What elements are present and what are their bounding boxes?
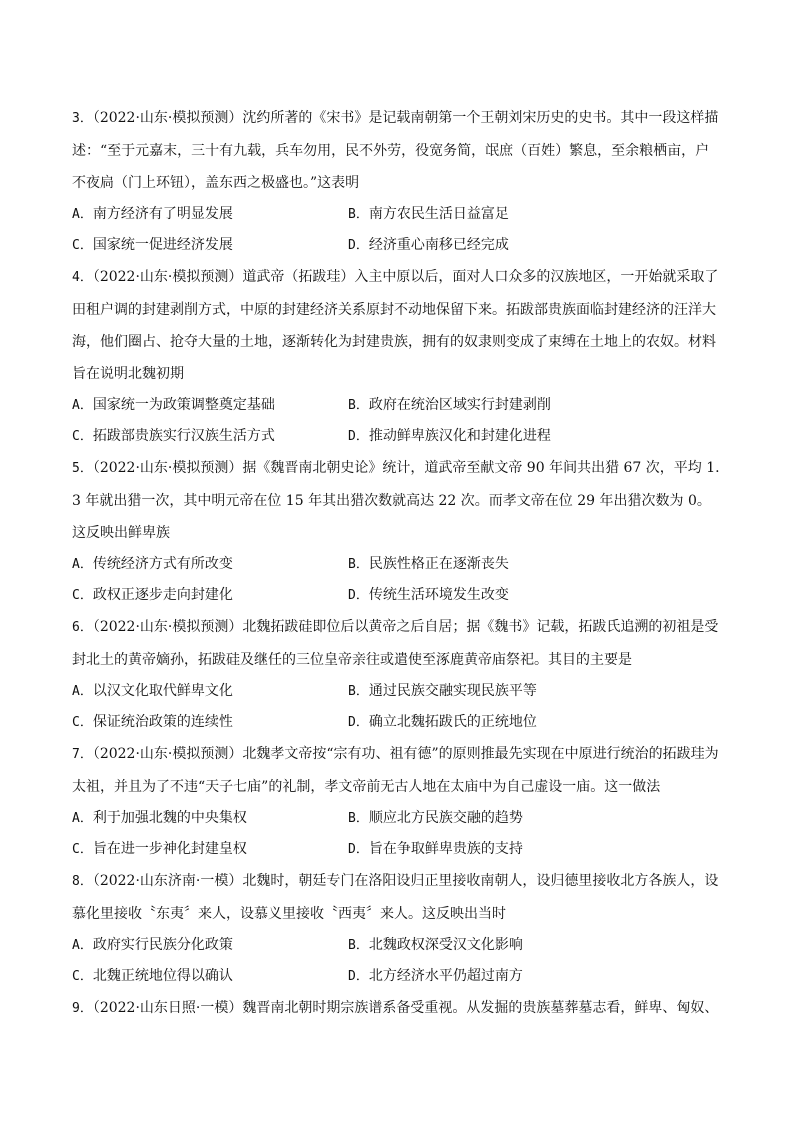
option-letter: B．: [348, 811, 369, 826]
answer-option[interactable]: [72, 834, 348, 865]
option-letter: D．: [348, 238, 369, 253]
question-block: [72, 611, 722, 738]
answer-option[interactable]: [348, 961, 722, 992]
option-text: 顺应北方民族交融的趋势: [368, 810, 523, 826]
option-letter: B．: [348, 684, 369, 699]
question-number: 4．: [72, 270, 93, 285]
answer-option[interactable]: [348, 707, 722, 738]
answer-option[interactable]: [72, 390, 348, 421]
answer-option[interactable]: [72, 549, 348, 580]
option-text: 以汉文化取代鲜卑文化: [92, 683, 233, 699]
question-stem-text: 北魏孝文帝按“宗有功、祖有德”的原则推最先实现在中原进行统治的拓跋珪为太祖，并且为了不违“天子七庙”的礼制，孝文帝前无古人地在太庙中为自己虚设一庙。这一做法: [72, 746, 719, 795]
question-source: （2022·山东·模拟预测）: [92, 619, 243, 635]
option-text: 通过民族交融实现民族平等: [368, 683, 537, 699]
question-number: 6．: [72, 620, 93, 635]
option-text: 利于加强北魏的中央集权: [92, 810, 247, 826]
answer-option[interactable]: [348, 421, 722, 452]
answer-option[interactable]: [348, 199, 722, 230]
option-text: 旨在进一步神化封建皇权: [92, 841, 247, 857]
option-letter: C．: [72, 842, 93, 857]
option-letter: A．: [72, 398, 93, 413]
option-text: 北方经济水平仍超过南方: [368, 968, 523, 984]
question-stem-text: 沈约所著的《宋书》是记载南朝第一个王朝刘宋历史的史书。其中一段这样描述：“至于元嘉末，三十有九载，兵车勿用，民不外劳，役宽务简，氓庶（百姓）繁息，至余粮栖亩，户不夜扃（门上环钮），盖东西之极盛也。”这表明: [72, 110, 719, 191]
option-letter: D．: [348, 969, 369, 984]
option-letter: C．: [72, 969, 93, 984]
answer-option[interactable]: [348, 834, 722, 865]
answer-options: [72, 549, 722, 611]
answer-option[interactable]: [72, 230, 348, 261]
option-letter: B．: [348, 207, 369, 222]
question-block: [72, 102, 722, 261]
option-text: 旨在争取鲜卑贵族的支持: [368, 841, 523, 857]
question-number: 5．: [72, 461, 93, 476]
question-source: （2022·山东·模拟预测）: [92, 269, 243, 285]
answer-option[interactable]: [72, 676, 348, 707]
question-stem-text: 北魏时，朝廷专门在洛阳设归正里接收南朝人，设归德里接收北方各族人，设慕化里接收〝东夷〞来人，设慕义里接收〝西夷〞来人。这反映出当时: [72, 873, 719, 922]
option-letter: A．: [72, 811, 93, 826]
option-text: 北魏正统地位得以确认: [92, 968, 233, 984]
question-stem: [72, 102, 722, 199]
question-stem-text: 据《魏晋南北朝史论》统计，道武帝至献文帝 90 年间共出猎 67 次，平均 1.3 年就出猎一次，其中明元帝在位 15 年其出猎次数就高达 22 次。而孝文帝在位 29 年出猎次数为 0。这反映出鲜卑族: [72, 460, 720, 541]
question-number: 3．: [72, 111, 93, 126]
question-stem: [72, 865, 722, 930]
option-text: 北魏政权深受汉文化影响: [368, 937, 523, 953]
option-text: 国家统一促进经济发展: [92, 237, 233, 253]
question-block: [72, 738, 722, 865]
option-letter: D．: [348, 429, 369, 444]
answer-options: [72, 390, 722, 452]
option-text: 拓跋部贵族实行汉族生活方式: [92, 428, 275, 444]
option-text: 推动鲜卑族汉化和封建化进程: [368, 428, 551, 444]
answer-option[interactable]: [348, 549, 722, 580]
answer-option[interactable]: [72, 803, 348, 834]
option-letter: D．: [348, 715, 369, 730]
question-stem: [72, 992, 722, 1025]
question-list: [72, 102, 722, 1025]
option-text: 经济重心南移已经完成: [368, 237, 509, 253]
question-stem: [72, 738, 722, 803]
answer-options: [72, 676, 722, 738]
option-letter: C．: [72, 238, 93, 253]
option-letter: A．: [72, 557, 93, 572]
answer-option[interactable]: [348, 803, 722, 834]
option-letter: C．: [72, 588, 93, 603]
answer-option[interactable]: [348, 676, 722, 707]
answer-option[interactable]: [348, 930, 722, 961]
option-text: 政权正逐步走向封建化: [92, 587, 233, 603]
question-block: [72, 992, 722, 1025]
option-text: 南方经济有了明显发展: [92, 206, 233, 222]
answer-options: [72, 199, 722, 261]
question-stem-text: 北魏拓跋硅即位后以黄帝之后自居；据《魏书》记载，拓跋氏追溯的初祖是受封北土的黄帝嫡孙，拓跋硅及继任的三位皇帝亲往或遣使至涿鹿黄帝庙祭祀。其目的主要是: [72, 619, 719, 668]
question-stem: [72, 611, 722, 676]
question-number: 8．: [72, 874, 93, 889]
question-block: [72, 261, 722, 452]
option-text: 确立北魏拓跋氏的正统地位: [368, 714, 537, 730]
option-letter: A．: [72, 684, 93, 699]
option-text: 保证统治政策的连续性: [92, 714, 233, 730]
option-letter: C．: [72, 715, 93, 730]
option-letter: B．: [348, 938, 369, 953]
question-stem: [72, 452, 722, 549]
question-source: （2022·山东·模拟预测）: [92, 110, 243, 126]
option-text: 民族性格正在逐渐丧失: [368, 556, 509, 572]
question-source: （2022·山东日照·一模）: [92, 1000, 243, 1016]
question-number: 7．: [72, 747, 93, 762]
option-letter: D．: [348, 842, 369, 857]
question-block: [72, 865, 722, 992]
question-stem: [72, 261, 722, 390]
option-letter: B．: [348, 398, 369, 413]
answer-options: [72, 803, 722, 865]
option-text: 传统经济方式有所改变: [92, 556, 233, 572]
answer-option[interactable]: [72, 421, 348, 452]
answer-option[interactable]: [348, 580, 722, 611]
answer-options: [72, 930, 722, 992]
answer-option[interactable]: [72, 930, 348, 961]
question-source: （2022·山东·模拟预测）: [92, 460, 243, 476]
option-letter: A．: [72, 938, 93, 953]
question-source: （2022·山东·模拟预测）: [92, 746, 243, 762]
option-letter: B．: [348, 557, 369, 572]
option-text: 政府实行民族分化政策: [92, 937, 233, 953]
answer-option[interactable]: [72, 580, 348, 611]
answer-option[interactable]: [72, 961, 348, 992]
question-stem-text: 魏晋南北朝时期宗族谱系备受重视。从发掘的贵族墓葬墓志看，鲜卑、匈奴、: [242, 1000, 719, 1016]
question-block: [72, 452, 722, 611]
option-text: 南方农民生活日益富足: [368, 206, 509, 222]
answer-option[interactable]: [72, 707, 348, 738]
question-number: 9．: [72, 1001, 93, 1016]
option-letter: C．: [72, 429, 93, 444]
option-text: 政府在统治区域实行封建剥削: [368, 397, 551, 413]
answer-option[interactable]: [348, 390, 722, 421]
option-text: 国家统一为政策调整奠定基础: [92, 397, 275, 413]
option-letter: A．: [72, 207, 93, 222]
question-stem-text: 道武帝（拓跋珪）入主中原以后，面对人口众多的汉族地区，一开始就采取了田租户调的封建剥削方式，中原的封建经济关系原封不动地保留下来。拓跋部贵族面临封建经济的汪洋大海，他们圈占、抢夺大量的土地，逐渐转化为封建贵族，拥有的奴隶则变成了束缚在土地上的农奴。材料旨在说明北魏初期: [72, 269, 719, 382]
option-letter: D．: [348, 588, 369, 603]
answer-option[interactable]: [72, 199, 348, 230]
question-source: （2022·山东济南·一模）: [92, 873, 243, 889]
answer-option[interactable]: [348, 230, 722, 261]
option-text: 传统生活环境发生改变: [368, 587, 509, 603]
